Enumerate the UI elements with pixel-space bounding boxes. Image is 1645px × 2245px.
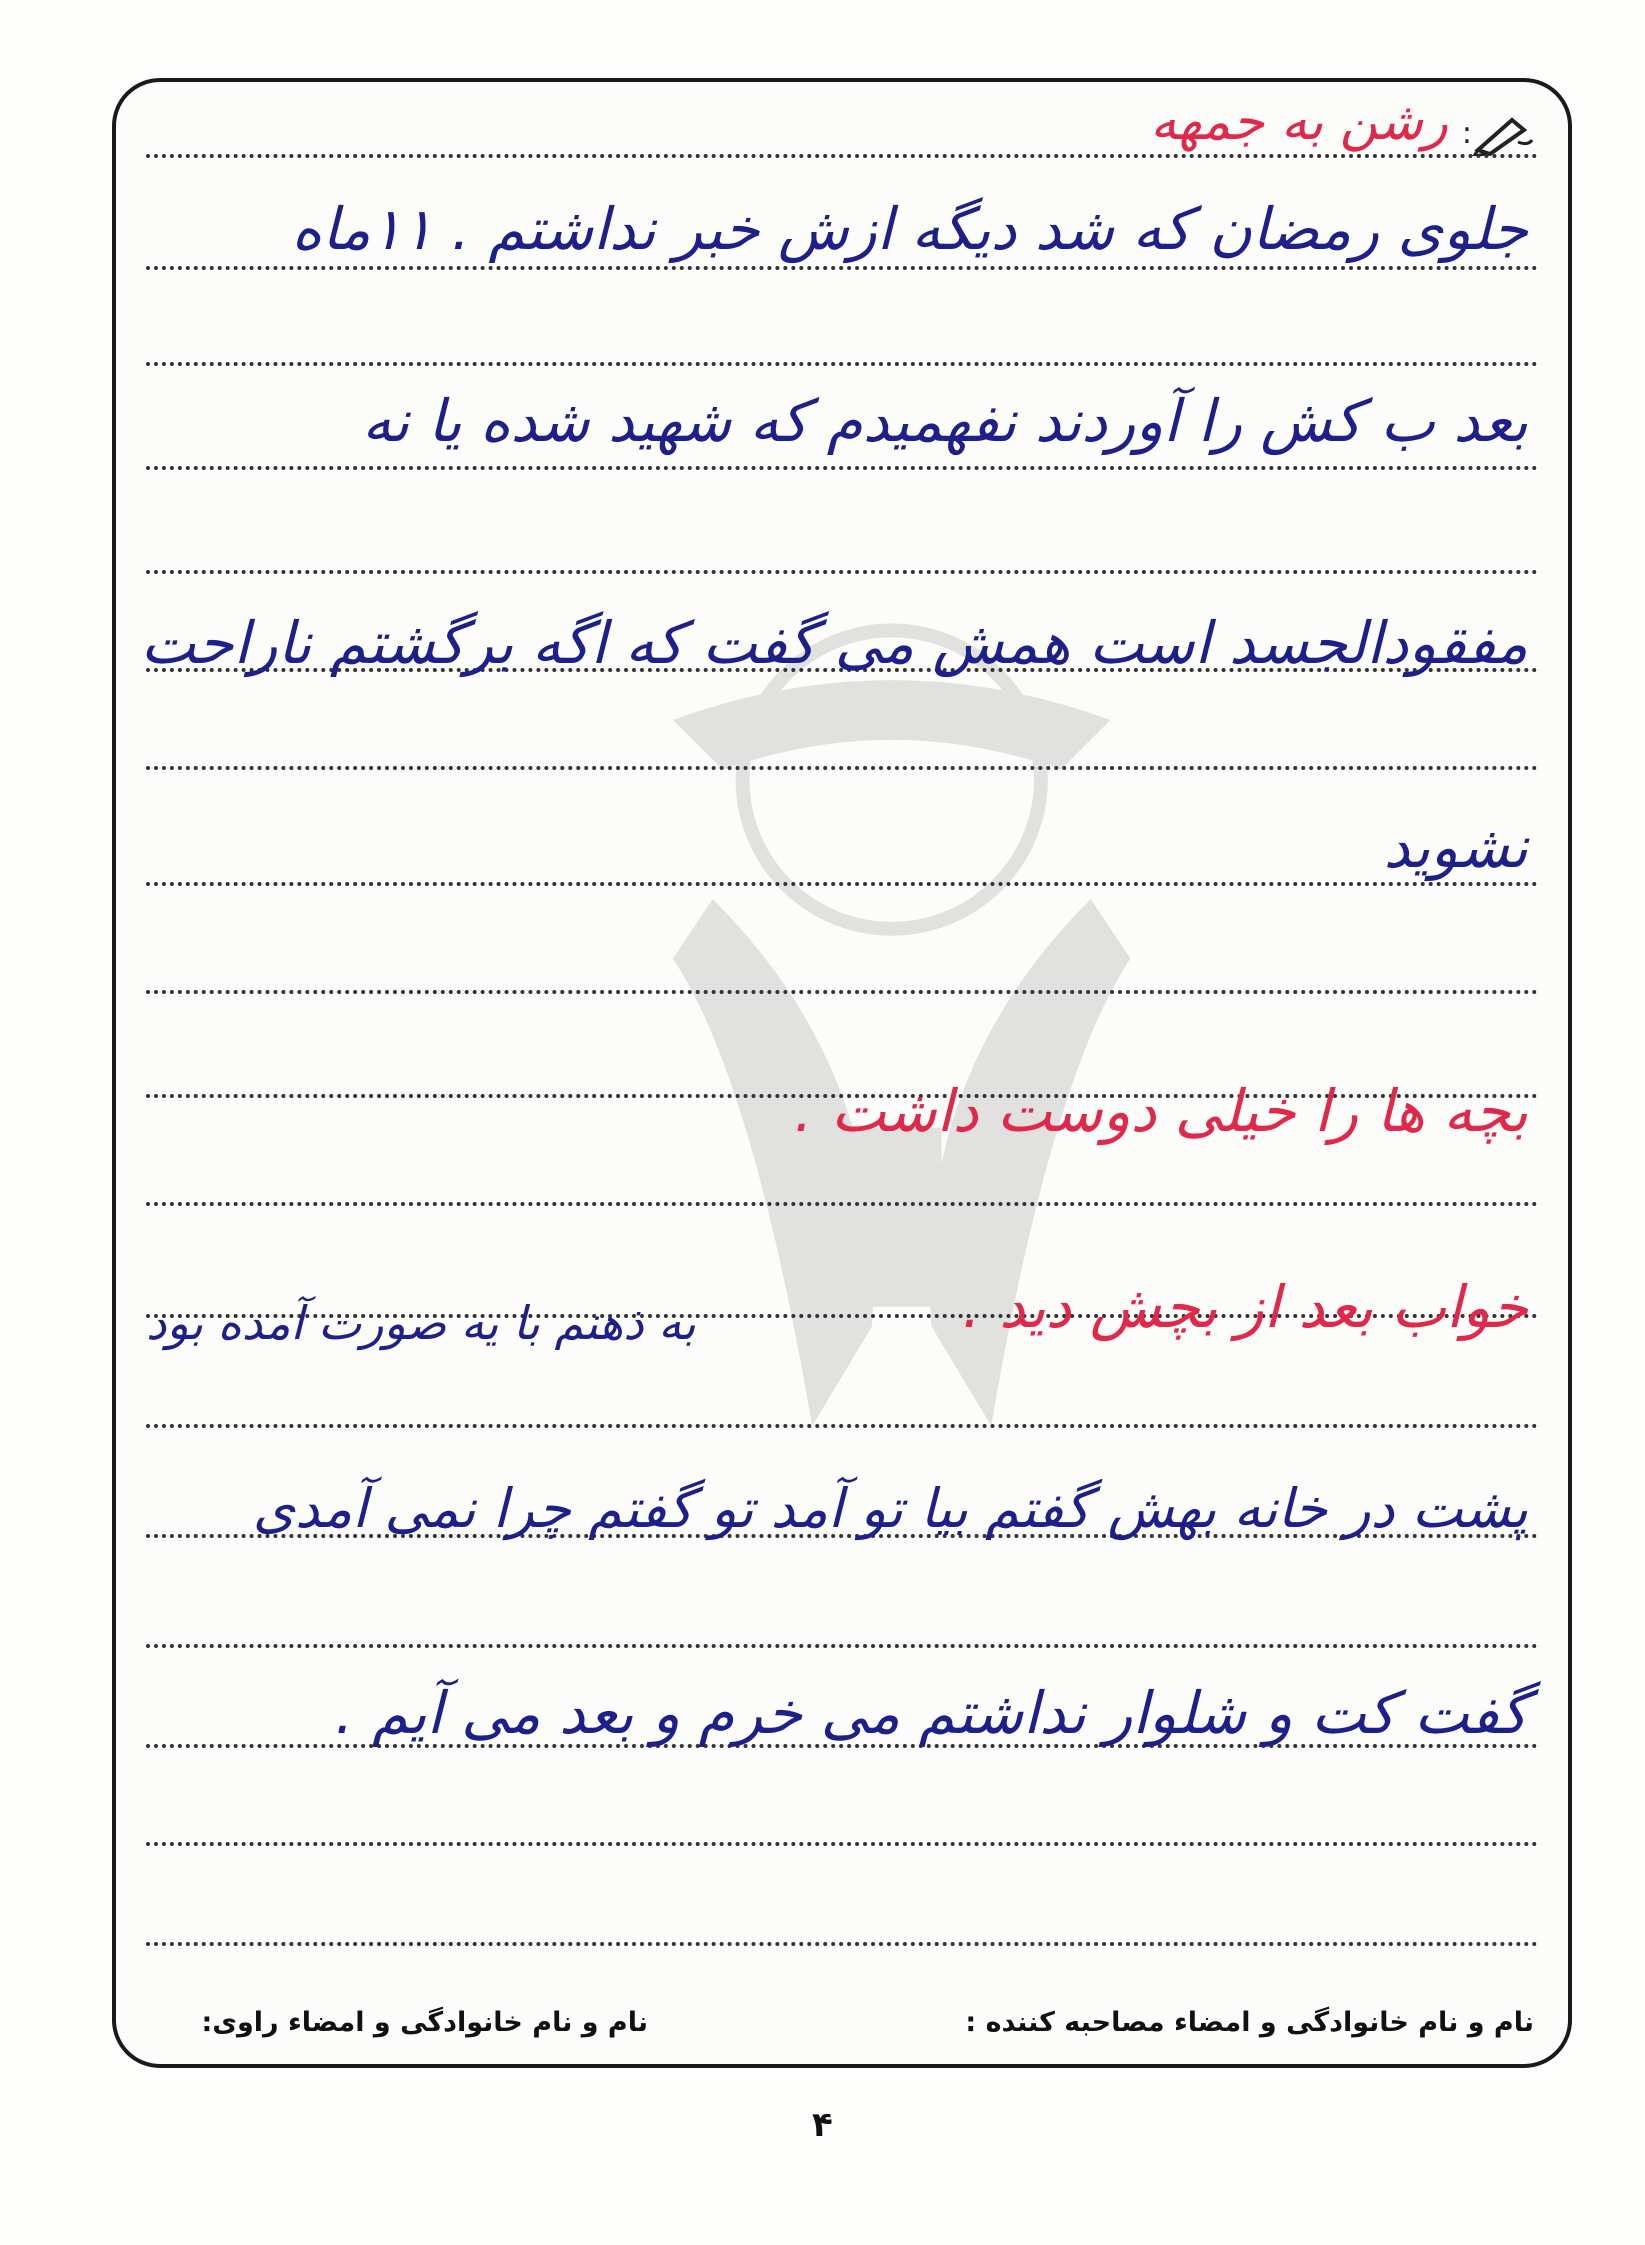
ruled-line [146, 1842, 1538, 1846]
pen-icon [1472, 112, 1534, 156]
handwritten-line-7-continuation: به ذهنم با یه صورت آمده بود [146, 1296, 696, 1350]
ruled-line [146, 990, 1538, 994]
handwritten-line-1: رشن به جمهه [1150, 92, 1448, 152]
handwritten-line-9: گفت کت و شلوار نداشتم می خرم و بعد می آیم . [334, 1679, 1528, 1747]
handwritten-line-6: بچه ها را خیلی دوست داشت . [794, 1077, 1528, 1145]
handwritten-line-5: نشوید [1383, 813, 1528, 881]
page-number: ۴ [812, 2105, 833, 2145]
handwritten-line-3: بعد ب کش را آوردند نفهمیدم که شهید شده یا نه [362, 387, 1528, 455]
form-frame [112, 78, 1572, 2068]
handwritten-line-8: پشت در خانه بهش گفتم بیا تو آمد تو گفتم چرا نمی آمدی [252, 1477, 1528, 1540]
ruled-line [146, 1942, 1538, 1946]
ruled-line [146, 766, 1538, 770]
interviewer-signature-label: نام و نام خانوادگی و امضاء مصاحبه کننده : [965, 2007, 1534, 2038]
ruled-line [146, 1202, 1538, 1206]
handwritten-line-2: جلوی رمضان که شد دیگه ازش خبر نداشتم . ۱۱ماه [291, 195, 1528, 263]
ruled-line [146, 570, 1538, 574]
ruled-line [146, 466, 1538, 470]
handwritten-line-4: مفقودالجسد است همش می گفت که اگه برگشتم ناراحت [140, 609, 1528, 677]
ruled-line [146, 1424, 1538, 1428]
emblem-watermark-icon [116, 82, 1568, 2064]
ruled-line [146, 1644, 1538, 1648]
ruled-line [146, 154, 1538, 158]
ruled-line [146, 362, 1538, 366]
handwritten-line-7: خواب بعد از بچش دید . [962, 1273, 1528, 1341]
colon-mark: : [1461, 116, 1472, 151]
ruled-line [146, 266, 1538, 270]
ruled-line [146, 882, 1538, 886]
narrator-signature-label: نام و نام خانوادگی و امضاء راوی: [201, 2007, 648, 2038]
